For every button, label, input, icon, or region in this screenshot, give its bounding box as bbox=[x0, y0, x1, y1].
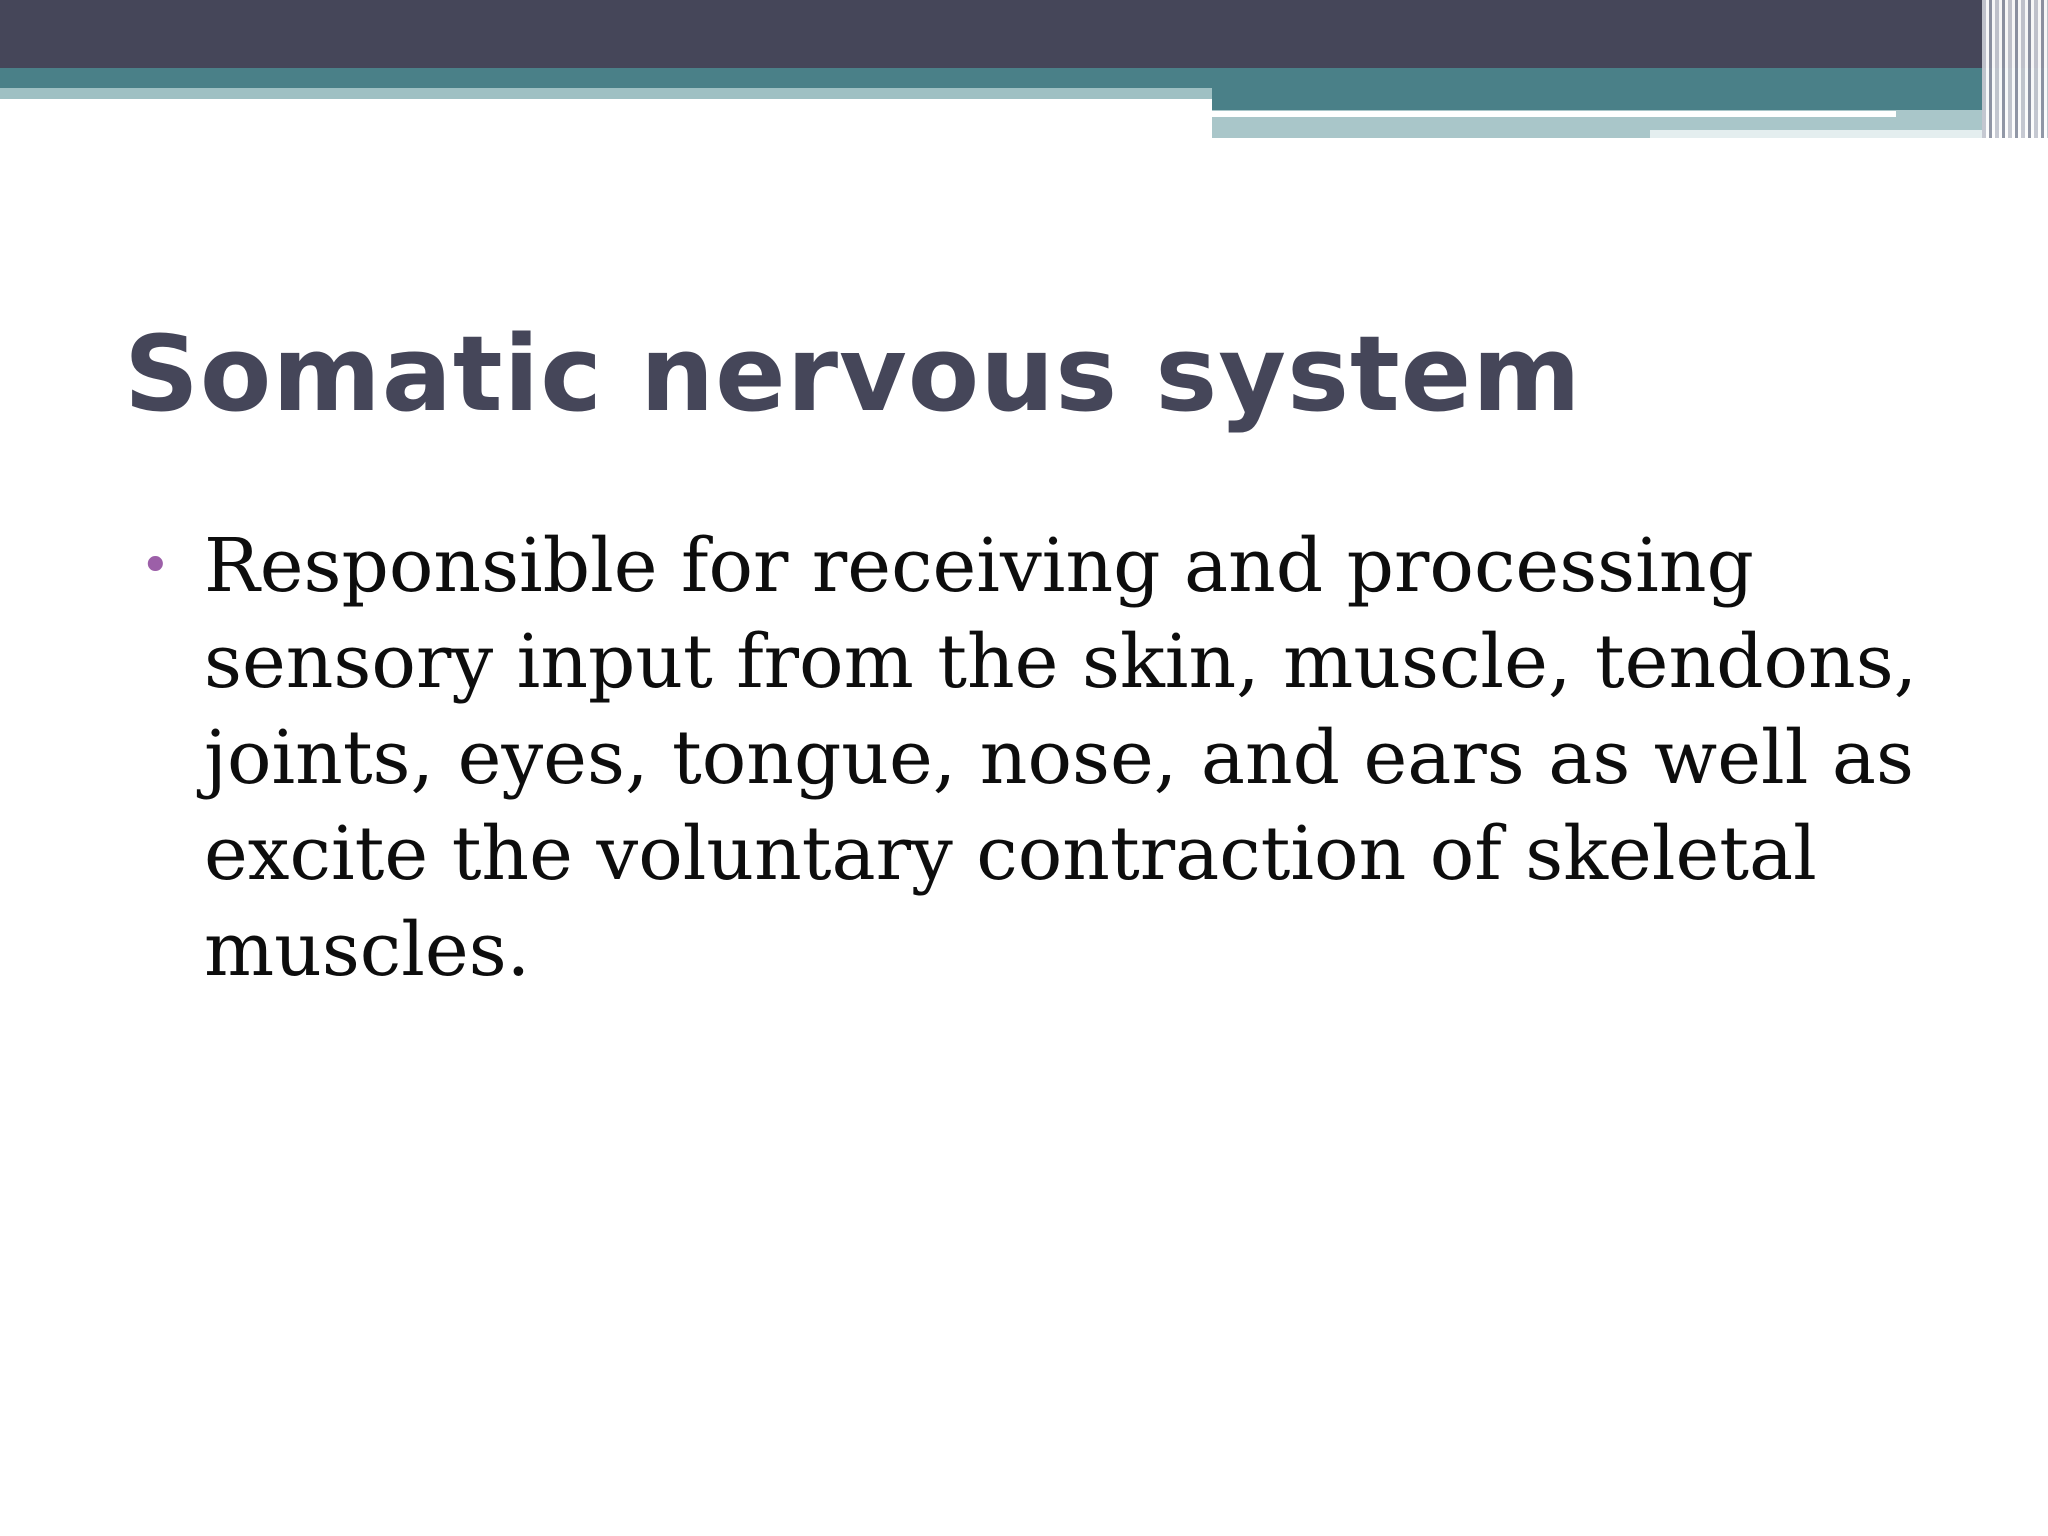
header-white-line bbox=[1212, 111, 1896, 117]
slide-title: Somatic nervous system bbox=[124, 313, 1582, 435]
bullet-marker: • bbox=[140, 536, 171, 596]
header-corner-stripes bbox=[1982, 0, 2048, 138]
bullet-item bbox=[140, 518, 1920, 998]
bullet-text: Responsible for receiving and processing sensory input from the skin, muscle, tendons, joints, eyes, tongue, nose, and ears as well as excite the voluntary contraction of skeletal muscles. bbox=[204, 523, 1918, 993]
header-band-teal-right bbox=[1212, 88, 2048, 110]
header-band-light-left bbox=[0, 88, 1212, 99]
header-band-teal bbox=[0, 68, 2048, 88]
header-band-dark bbox=[0, 0, 2048, 68]
bullet-list bbox=[140, 518, 1920, 998]
